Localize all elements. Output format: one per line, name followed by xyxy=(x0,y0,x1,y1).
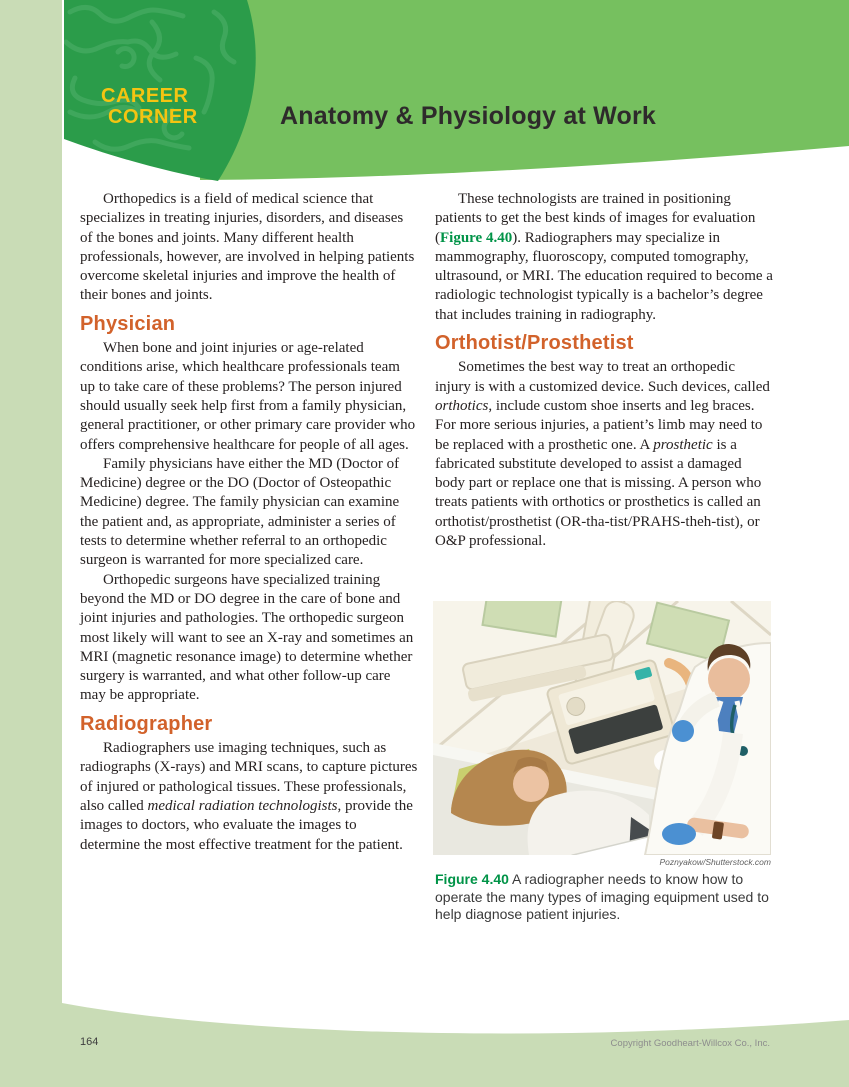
photo-glove-holding-arm xyxy=(662,823,696,845)
heading-orthotist-prosthetist: Orthotist/Prosthetist xyxy=(435,332,634,355)
header-band xyxy=(200,0,849,180)
radiographer-text-2: , provide the images to doctors, who evaluate the images to determine the most effective treatment for the patient. xyxy=(80,797,413,853)
right-column xyxy=(435,190,773,551)
badge-line2: CORNER xyxy=(108,106,198,128)
paragraph-radiographer xyxy=(80,739,418,855)
prosthetic-term-italic: prosthetic xyxy=(653,436,713,453)
paragraph-physician-2: Family physicians have either the MD (Doctor of Medicine) degree or the DO (Doctor of Osteopathic Medicine) degree. The family physician can examine the patient and, as appropriate, administer a series of tests to determine whether referral to an orthopedic surgeon is warranted for more specialized care. xyxy=(80,455,400,569)
photo-glove-on-handle xyxy=(672,720,694,742)
radiographer-text-1: Radiographers use imaging techniques, such as radiographs (X-rays) and MRI scans, to capture pictures of injured or pathological tissues. These professionals, also called xyxy=(80,740,418,814)
paragraph-orthotist xyxy=(435,358,773,551)
radiographer-term-italic: medical radiation technologists xyxy=(147,797,338,814)
figure-reference-link[interactable]: Figure 4.40 xyxy=(440,229,513,246)
copyright-notice: Copyright Goodheart-Willcox Co., Inc. xyxy=(610,1038,770,1049)
orthotist-text-2: , include custom shoe inserts and leg braces. For more serious injuries, a patient’s limb may need to be replaced with a prosthetic one. A xyxy=(435,397,763,453)
caption-text: A radiographer needs to know how to operate the many types of imaging equipment used to help diagnose patient injuries. xyxy=(435,871,769,922)
paragraph-physician-1: When bone and joint injuries or age-related conditions arise, which healthcare professionals team up to take care of these problems? The person injured should usually seek help first from a family physician, general practitioner, or other primary care provider who offers comprehensive healthcare for people of all ages. xyxy=(80,340,416,453)
caption-figure-number: Figure 4.40 xyxy=(435,871,509,887)
paragraph-physician-3: Orthopedic surgeons have specialized training beyond the MD or DO degree in the care of bone and joint injuries and pathologies. The orthopedic surgeon most likely will want to see an X-ray and sometimes an MRI (magnetic resonance image) to determine whether surgery is warranted, and what other follow-up care may be appropriate. xyxy=(80,571,414,704)
figure-4-40-photo xyxy=(433,601,771,855)
heading-radiographer: Radiographer xyxy=(80,712,213,735)
badge-line1: CAREER xyxy=(101,85,189,107)
heading-physician: Physician xyxy=(80,312,176,335)
career-corner-badge xyxy=(101,86,198,128)
figure-caption xyxy=(435,871,773,924)
technologists-text-2: ). Radiographers may specialize in mammography, fluoroscopy, computed tomography, ultrasound, or MRI. The education required to become a radiologic technologist typically is a bachelor’s degree that includes training in radiography. xyxy=(435,229,773,323)
paragraph-orthopedics-intro: Orthopedics is a field of medical science that specializes in treating injuries, disorders, and diseases of the bones and joints. Many different health professionals, however, are involved in helping patients overcome skeletal injuries and improve the health of their bones and joints. xyxy=(80,191,415,304)
orthotist-text-3: is a fabricated substitute developed to assist a damaged body part or replace one that is missing. A person who treats patients with orthotics or prosthetics is called an orthotist/prosthetist (OR-tha-tist/PRAHS-theh-tist), or O&P professional. xyxy=(435,436,762,550)
orthotics-term-italic: orthotics xyxy=(435,397,489,414)
left-column xyxy=(80,190,418,855)
technologists-text-1: These technologists are trained in positioning patients to get the best kinds of images for evaluation ( xyxy=(435,191,756,246)
paragraph-technologists xyxy=(435,190,773,325)
photo-credit: Poznyakow/Shutterstock.com xyxy=(659,857,771,867)
page-number: 164 xyxy=(80,1036,99,1048)
page-title: Anatomy & Physiology at Work xyxy=(280,102,657,130)
orthotist-text-1: Sometimes the best way to treat an orthopedic injury is with a customized device. Such devices, called xyxy=(435,359,770,395)
